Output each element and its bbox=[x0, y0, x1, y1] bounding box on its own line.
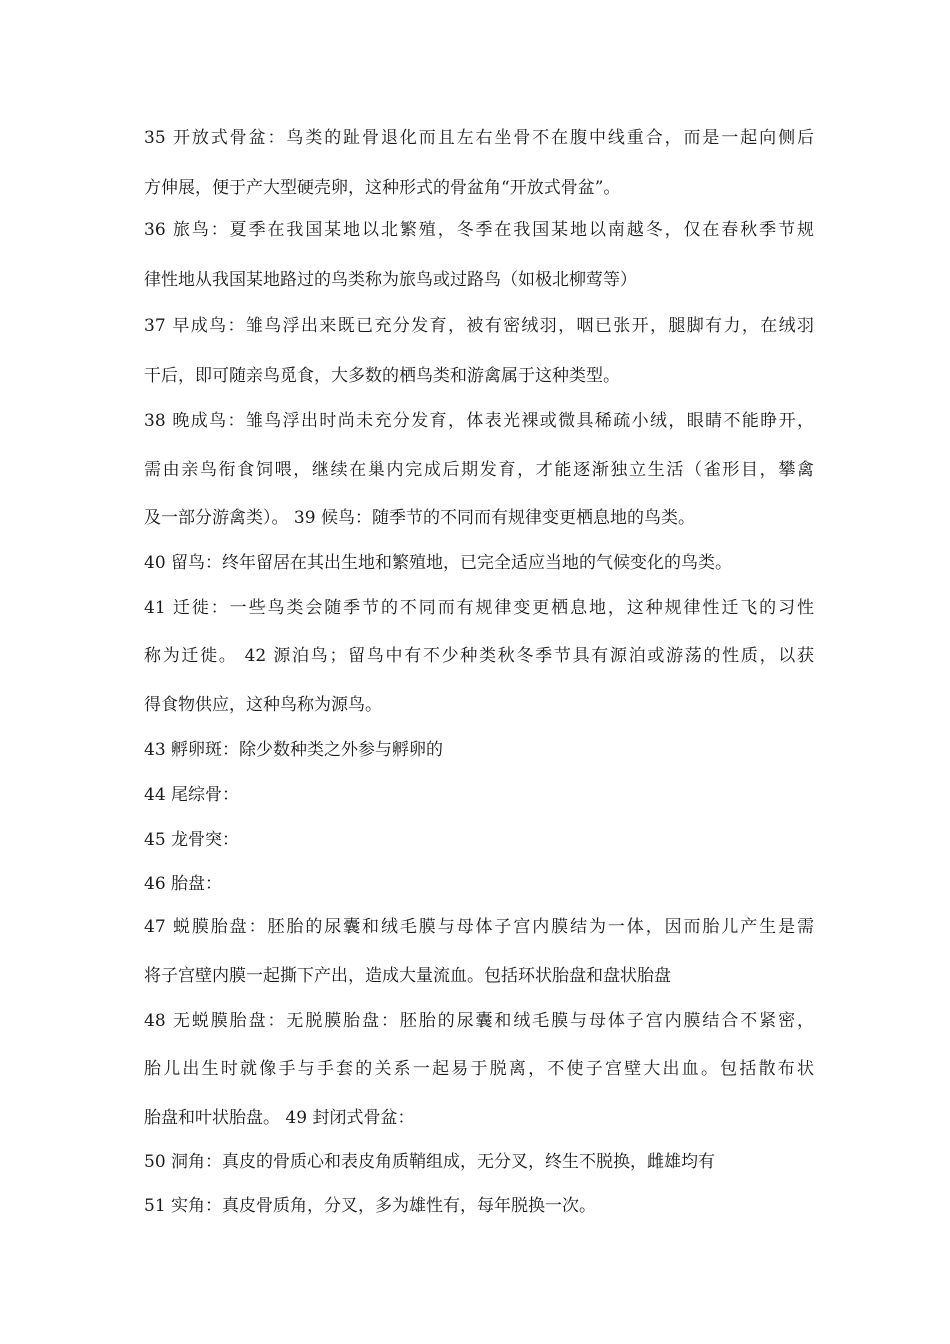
text-line: 及一部分游禽类）。 39 候鸟：随季节的不同而有规律变更栖息地的鸟类。 bbox=[144, 508, 695, 528]
text-line: 38 晚成鸟：雏鸟浮出时尚未充分发育，体表光裸或微具稀疏小绒，眼睛不能睁开， bbox=[144, 411, 814, 431]
text-line: 称为迁徙。 42 源泊鸟；留鸟中有不少种类秋冬季节具有源泊或游荡的性质，以获 bbox=[144, 646, 814, 666]
text-line: 44 尾综骨： bbox=[144, 785, 240, 805]
text-line: 得食物供应，这种鸟称为源鸟。 bbox=[144, 695, 382, 715]
text-line: 37 早成鸟：雏鸟浮出来既已充分发育，被有密绒羽，咽已张开，腿脚有力，在绒羽 bbox=[144, 316, 814, 336]
text-line: 46 胎盘： bbox=[144, 874, 223, 894]
text-line: 51 实角：真皮骨质角，分叉，多为雄性有，每年脱换一次。 bbox=[144, 1196, 597, 1216]
text-line: 35 开放式骨盆：鸟类的趾骨退化而且左右坐骨不在腹中线重合，而是一起向侧后 bbox=[144, 128, 814, 148]
text-line: 需由亲鸟衔食饲喂，继续在巢内完成后期发育，才能逐渐独立生活（雀形目，攀禽 bbox=[144, 460, 814, 480]
text-line: 50 洞角：真皮的骨质心和表皮角质鞘组成，无分叉，终生不脱换，雌雄均有 bbox=[144, 1152, 716, 1172]
text-line: 40 留鸟：终年留居在其出生地和繁殖地，已完全适应当地的气候变化的鸟类。 bbox=[144, 553, 733, 573]
text-line: 36 旅鸟：夏季在我国某地以北繁殖，冬季在我国某地以南越冬，仅在春秋季节规 bbox=[144, 220, 814, 240]
text-line: 胎盘和叶状胎盘。 49 封闭式骨盆： bbox=[144, 1108, 415, 1128]
text-line: 47 蜕膜胎盘：胚胎的尿囊和绒毛膜与母体子宫内膜结为一体，因而胎儿产生是需 bbox=[144, 917, 814, 937]
text-line: 45 龙骨突： bbox=[144, 830, 240, 850]
text-line: 方伸展，便于产大型硬壳卵，这种形式的骨盆角“开放式骨盆”。 bbox=[144, 178, 621, 198]
text-line: 干后，即可随亲鸟觅食，大多数的栖鸟类和游禽属于这种类型。 bbox=[144, 366, 620, 386]
text-line: 41 迁徙：一些鸟类会随季节的不同而有规律变更栖息地，这种规律性迁飞的习性 bbox=[144, 598, 814, 618]
text-line: 43 孵卵斑：除少数种类之外参与孵卵的 bbox=[144, 740, 444, 760]
text-line: 胎儿出生时就像手与手套的关系一起易于脱离，不使子宫壁大出血。包括散布状 bbox=[144, 1059, 814, 1079]
text-line: 将子宫壁内膜一起撕下产出，造成大量流血。包括环状胎盘和盘状胎盘 bbox=[144, 966, 671, 986]
text-line: 48 无蜕膜胎盘：无脱膜胎盘：胚胎的尿囊和绒毛膜与母体子宫内膜结合不紧密， bbox=[144, 1011, 814, 1031]
text-line: 律性地从我国某地路过的鸟类称为旅鸟或过路鸟（如极北柳莺等） bbox=[144, 270, 637, 290]
